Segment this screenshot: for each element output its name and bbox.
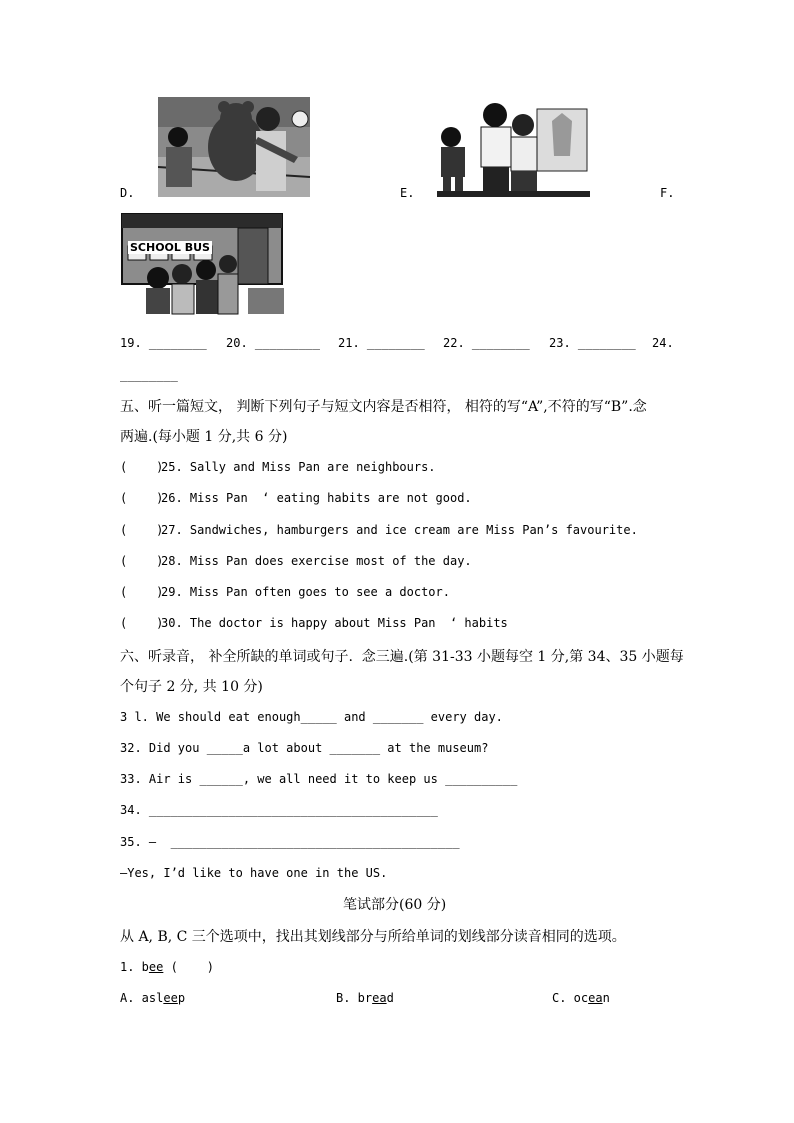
question-33[interactable]: 33. Air is ______, we all need it to keep us __________ xyxy=(120,772,518,786)
answer-bracket-25[interactable]: ( ) xyxy=(120,460,164,474)
question-34[interactable]: 34. ________________________________________ xyxy=(120,803,438,817)
option-b[interactable]: B. bread xyxy=(336,991,394,1005)
option-c[interactable]: C. ocean xyxy=(552,991,610,1005)
question-35-answer: —Yes, I’d like to have one in the US. xyxy=(120,866,388,880)
question-31[interactable]: 3 l. We should eat enough_____ and _______ every day. xyxy=(120,710,503,724)
phonics-question-1[interactable]: 1. bee ( ) xyxy=(120,960,214,974)
section5-heading-cont: 两遍.(每小题 1 分,共 6 分) xyxy=(120,429,288,445)
picture-label-f: F. xyxy=(660,186,675,200)
answer-blank-24-label: 24. xyxy=(652,336,674,350)
answer-bracket-27[interactable]: ( ) xyxy=(120,523,164,537)
question-26: 26. Miss Pan ‘ eating habits are not good. xyxy=(161,491,472,505)
question-28: 28. Miss Pan does exercise most of the day. xyxy=(161,554,472,568)
answer-bracket-28[interactable]: ( ) xyxy=(120,554,164,568)
answer-bracket-29[interactable]: ( ) xyxy=(120,585,164,599)
answer-bracket-30[interactable]: ( ) xyxy=(120,616,164,630)
answer-blank-21[interactable]: 21. ________ xyxy=(338,336,425,350)
answer-bracket-26[interactable]: ( ) xyxy=(120,491,164,505)
answer-blank-24[interactable]: ________ xyxy=(120,368,178,382)
picture-f-school-bus xyxy=(118,208,286,316)
answer-blank-20[interactable]: 20. _________ xyxy=(226,336,320,350)
question-35[interactable]: 35. — ________________________________________ xyxy=(120,835,460,849)
section5-heading: 五、听一篇短文， 判断下列句子与短文内容是否相符， 相符的写“A”,不符的写“B”.念 xyxy=(120,399,647,415)
picture-label-d: D. xyxy=(120,186,135,200)
written-section-title: 笔试部分(60 分) xyxy=(343,897,447,913)
question-27: 27. Sandwiches, hamburgers and ice cream are Miss Pan’s favourite. xyxy=(161,523,638,537)
bus-sign-text: SCHOOL BUS xyxy=(130,241,210,254)
picture-label-e: E. xyxy=(400,186,415,200)
answer-blank-22[interactable]: 22. ________ xyxy=(443,336,530,350)
phonics-instruction: 从 A, B, C 三个选项中，找出其划线部分与所给单词的划线部分读音相同的选项。 xyxy=(120,929,626,945)
section6-heading: 六、听录音， 补全所缺的单词或句子. 念三遍.(第 31-33 小题每空 1 分,第 34、35 小题每 xyxy=(120,649,684,665)
question-32[interactable]: 32. Did you _____a lot about _______ at the museum? xyxy=(120,741,489,755)
section6-heading-cont: 个句子 2 分, 共 10 分) xyxy=(120,679,263,695)
question-30: 30. The doctor is happy about Miss Pan ‘ habits xyxy=(161,616,508,630)
picture-e-family-gallery xyxy=(437,101,590,197)
option-a[interactable]: A. asleep xyxy=(120,991,186,1005)
question-25: 25. Sally and Miss Pan are neighbours. xyxy=(161,460,436,474)
picture-d-museum-bear xyxy=(158,97,310,197)
answer-blank-23[interactable]: 23. ________ xyxy=(549,336,636,350)
answer-blank-19[interactable]: 19. ________ xyxy=(120,336,207,350)
question-29: 29. Miss Pan often goes to see a doctor. xyxy=(161,585,450,599)
